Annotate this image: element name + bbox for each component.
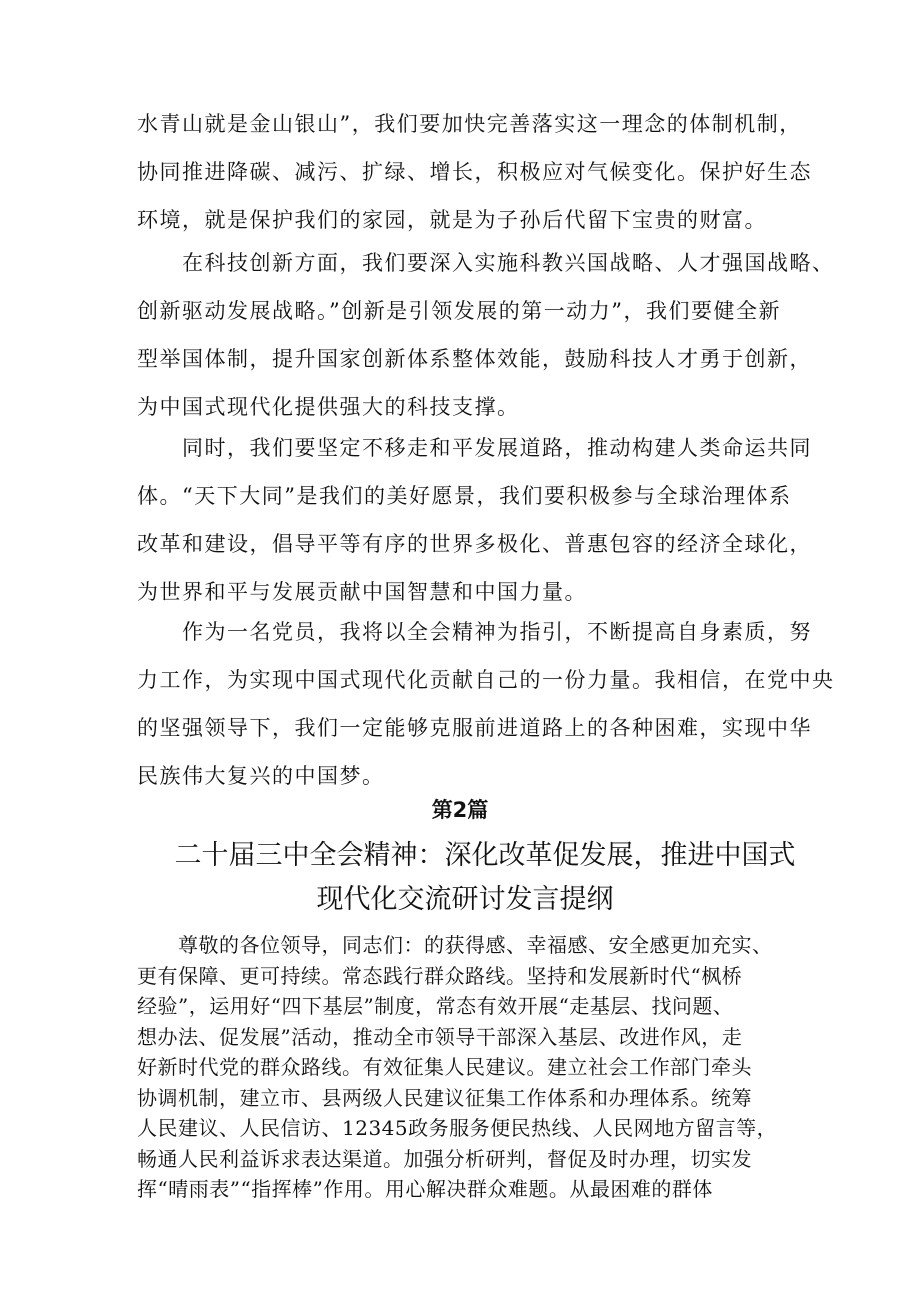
text-line: 协调机制，建立市、县两级人民建议征集工作体系和办理体系。统筹 xyxy=(137,1085,752,1110)
text-line: 为世界和平与发展贡献中国智慧和中国力量。 xyxy=(137,580,587,604)
text-line: 创新驱动发展战略。”创新是引领发展的第一动力”，我们要健全新 xyxy=(137,299,781,323)
paragraph-party-member xyxy=(137,608,835,800)
text-line: 在科技创新方面，我们要深入实施科教兴国战略、人才强国战略、 xyxy=(137,251,835,275)
text-line: 的坚强领导下，我们一定能够克服前进道路上的各种困难，实现中华 xyxy=(137,716,812,740)
text-line: 水青山就是金山银山”，我们要加快完善落实这一理念的体制机制， xyxy=(137,112,802,136)
text-line: 为中国式现代化提供强大的科技支撑。 xyxy=(137,395,520,419)
text-line: 同时，我们要坚定不移走和平发展道路，推动构建人类命运共同 xyxy=(137,436,812,460)
text-line: 想办法、促发展”活动，推动全市领导干部深入基层、改进作风，走 xyxy=(137,1024,743,1049)
speech-body xyxy=(137,930,787,1205)
section-title-line: 二十届三中全会精神：深化改革促发展，推进中国式 xyxy=(174,840,796,871)
paragraph-innovation xyxy=(137,239,835,431)
text-line: 改革和建设，倡导平等有序的世界多极化、普惠包容的经济全球化， xyxy=(137,532,812,556)
text-line: 作为一名党员，我将以全会精神为指引，不断提高自身素质，努 xyxy=(137,620,812,644)
section-number: 第2篇 xyxy=(431,798,489,822)
text-line: 协同推进降碳、减污、扩绿、增长，积极应对气候变化。保护好生态 xyxy=(137,160,812,184)
text-line: 经验”，运用好“四下基层”制度，常态有效开展“走基层、找问题、 xyxy=(137,994,734,1018)
text-line: 畅通人民利益诉求表达渠道。加强分析研判，督促及时办理，切实发 xyxy=(137,1146,752,1171)
text-line: 人民建议、人民信访、12345政务服务便民热线、人民网地方留言等， xyxy=(137,1116,778,1140)
text-line: 环境，就是保护我们的家园，就是为子孙后代留下宝贵的财富。 xyxy=(137,208,767,232)
text-line: 体。“天下大同”是我们的美好愿景，我们要积极参与全球治理体系 xyxy=(137,484,792,508)
paragraph-ecology xyxy=(137,100,812,244)
text-line: 挥“晴雨表”“指挥棒”作用。用心解决群众难题。从最困难的群体 xyxy=(137,1177,713,1201)
text-line: 民族伟大复兴的中国梦。 xyxy=(137,764,385,788)
section-title-line: 现代化交流研讨发言提纲 xyxy=(316,884,614,915)
text-line: 尊敬的各位领导，同志们：的获得感、幸福感、安全感更加充实、 xyxy=(137,933,773,957)
paragraph-peace xyxy=(137,424,812,616)
text-line: 力工作，为实现中国式现代化贡献自己的一份力量。我相信，在党中央 xyxy=(137,668,835,692)
text-line: 更有保障、更可持续。常态践行群众路线。坚持和发展新时代“枫桥 xyxy=(137,963,743,988)
text-line: 型举国体制，提升国家创新体系整体效能，鼓励科技人才勇于创新， xyxy=(137,347,812,371)
section-title xyxy=(0,834,920,922)
text-line: 好新时代党的群众路线。有效征集人民建议。建立社会工作部门牵头 xyxy=(137,1055,752,1079)
